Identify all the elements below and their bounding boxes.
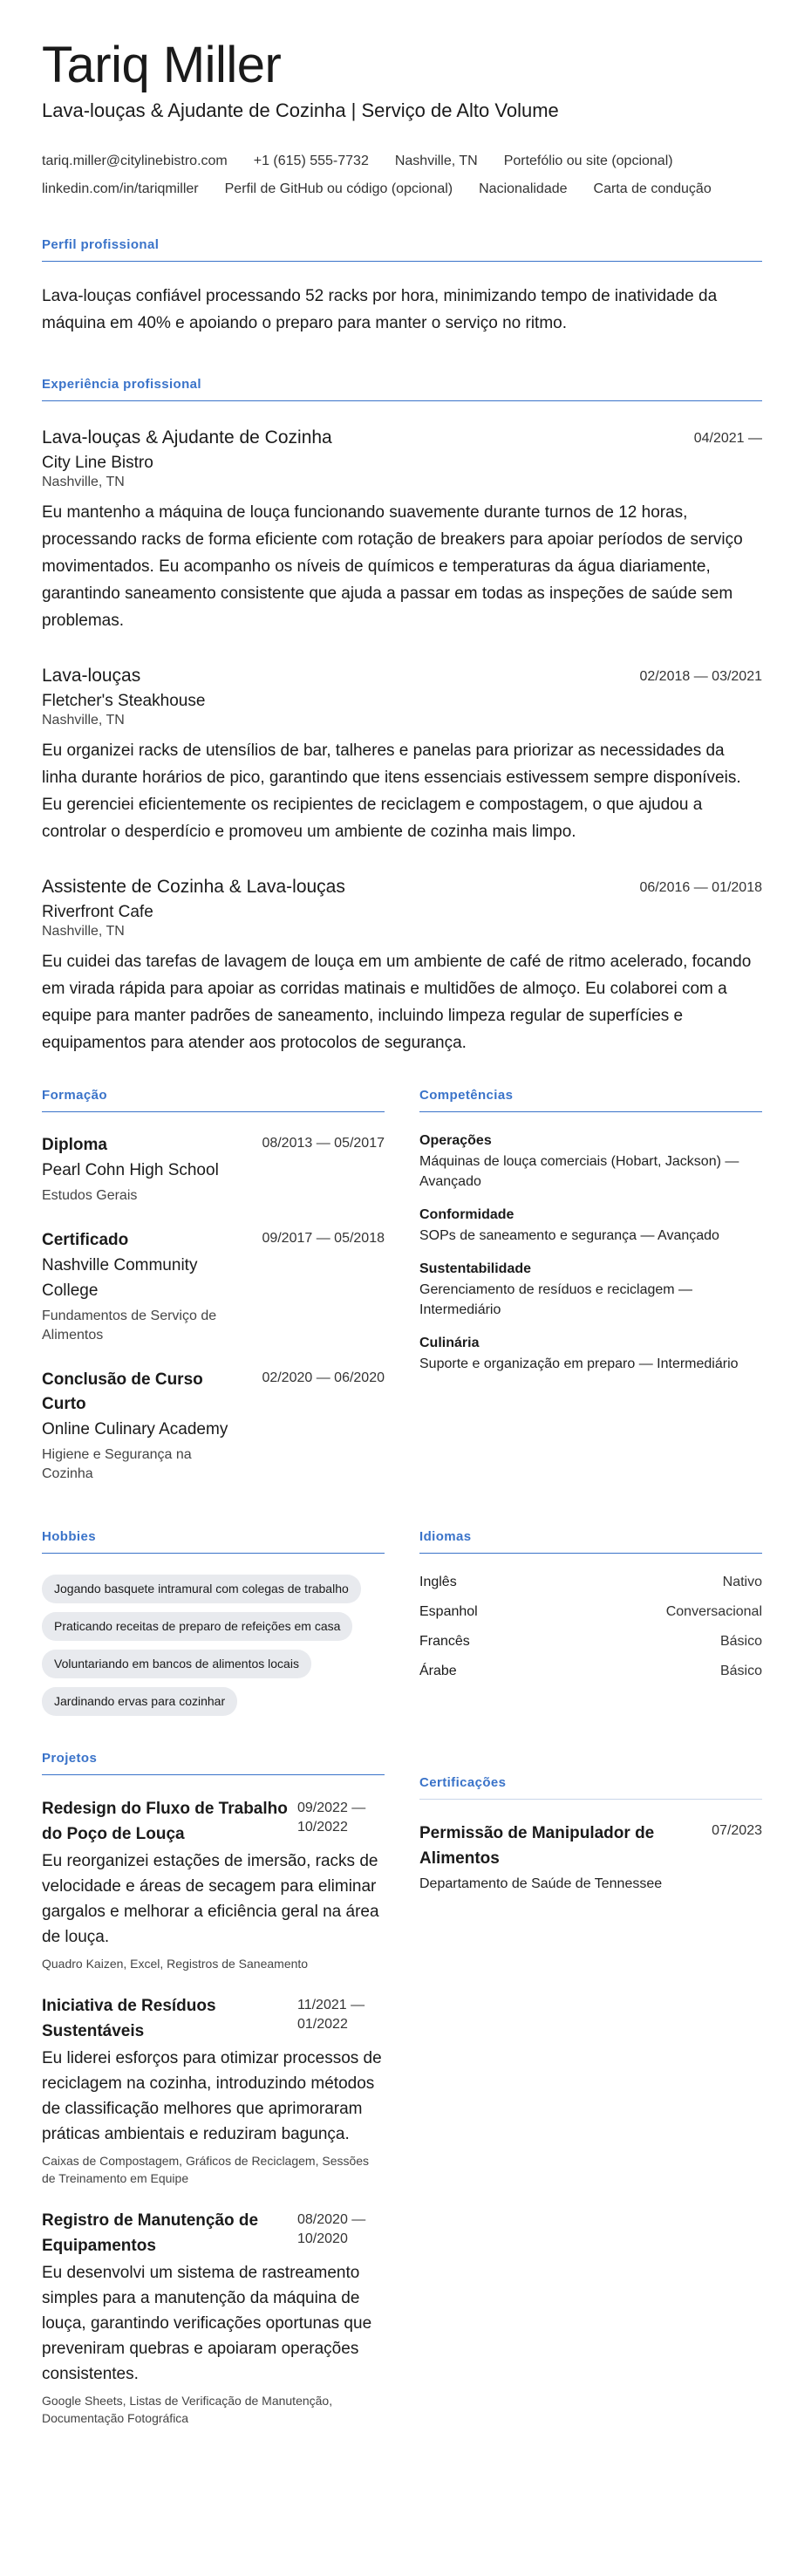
project-entry <box>42 2208 385 2427</box>
lower-right-column <box>419 1529 762 2448</box>
skill-group <box>419 1207 762 1246</box>
hobbies-title: Hobbies <box>42 1529 385 1554</box>
education-field: Fundamentos de Serviço de Alimentos <box>42 1308 217 1343</box>
education-degree: Certificado <box>42 1231 129 1249</box>
skill-group <box>419 1133 762 1192</box>
contact-github[interactable]: Perfil de GitHub ou código (opcional) <box>224 181 453 196</box>
education-field: Estudos Gerais <box>42 1188 138 1203</box>
language-row <box>419 1634 762 1650</box>
project-tools: Quadro Kaizen, Excel, Registros de Saneamento <box>42 1957 309 1971</box>
languages-section <box>419 1529 762 1679</box>
contact-email[interactable]: tariq.miller@citylinebistro.com <box>42 154 228 168</box>
hobby-list <box>42 1575 385 1716</box>
language-level: Nativo <box>722 1575 762 1589</box>
certification-issuer: Departamento de Saúde de Tennessee <box>419 1876 663 1891</box>
skill-items: SOPs de saneamento e segurança — Avançado <box>419 1228 719 1243</box>
language-name: Espanhol <box>419 1604 478 1619</box>
job-location: Nashville, TN <box>42 713 125 728</box>
project-dates: 08/2020 — 10/2020 <box>297 2212 366 2246</box>
education-school: Pearl Cohn High School <box>42 1161 219 1179</box>
skill-category: Culinária <box>419 1336 480 1350</box>
job-location: Nashville, TN <box>42 924 125 939</box>
language-row <box>419 1575 762 1590</box>
project-entry <box>42 1993 385 2187</box>
project-description: Eu desenvolvi um sistema de rastreamento simples para a manutenção da máquina de louça, garantindo verificações oportunas que preveniram quebras e apoiaram operações consistentes. <box>42 2264 372 2383</box>
project-entry <box>42 1796 385 1972</box>
education-section <box>42 1088 385 1507</box>
job-entry <box>42 427 762 634</box>
summary-title: Perfil profissional <box>42 237 762 262</box>
job-description: Eu organizei racks de utensílios de bar, talheres e panelas para priorizar as necessidades da linha durante horários de pico, garantindo que itens essenciais estivessem sempre disponíveis. Eu gerenciei eficientemente os recipientes de reciclagem e compostagem, o que ajudou a controlar o desperdício e promoveu um ambiente de cozinha mais limpo. <box>42 741 741 841</box>
projects-title: Projetos <box>42 1751 385 1775</box>
project-dates: 11/2021 — 01/2022 <box>297 1998 365 2032</box>
skill-group <box>419 1261 762 1320</box>
experience-section <box>42 377 762 1056</box>
hobby-chip: Jardinando ervas para cozinhar <box>42 1687 237 1716</box>
job-location: Nashville, TN <box>42 475 125 489</box>
summary-section <box>42 237 762 337</box>
resume-header <box>42 35 762 197</box>
hobbies-section <box>42 1529 385 1716</box>
experience-title: Experiência profissional <box>42 377 762 401</box>
job-description: Eu cuidei das tarefas de lavagem de louça em um ambiente de café de ritmo acelerado, focando em virada rápida para apoiar as corridas matinais e multidões de almoço. Eu colaborei com a equipe para manter padrões de saneamento, incluindo limpeza regular de superfícies e equipamentos para atender aos protocolos de segurança. <box>42 953 752 1052</box>
skills-section <box>419 1088 762 1507</box>
language-name: Árabe <box>419 1664 457 1678</box>
language-name: Francês <box>419 1634 470 1649</box>
education-degree: Diploma <box>42 1136 107 1154</box>
lower-row <box>42 1529 762 2448</box>
job-dates: 06/2016 — 01/2018 <box>639 880 762 895</box>
job-company: Riverfront Cafe <box>42 903 153 921</box>
education-school: Online Culinary Academy <box>42 1420 228 1438</box>
contact-nationality: Nacionalidade <box>479 181 568 196</box>
project-dates: 09/2022 — 10/2022 <box>297 1800 366 1835</box>
education-school: Nashville Community College <box>42 1256 198 1300</box>
contact-driving-license: Carta de condução <box>593 181 712 196</box>
project-description: Eu liderei esforços para otimizar processos de reciclagem na cozinha, introduzindo métodos de classificação melhores que aprimoraram práticas ambientais e reduziram bagunça. <box>42 2049 382 2143</box>
skill-items: Gerenciamento de resíduos e reciclagem — Intermediário <box>419 1282 693 1317</box>
education-skills-row <box>42 1088 762 1507</box>
skill-group <box>419 1336 762 1374</box>
language-level: Básico <box>719 1634 762 1649</box>
job-description: Eu mantenho a máquina de louça funcionando suavemente durante turnos de 12 horas, processando racks de forma eficiente com rotação de breakers para apoiar períodos de serviço movimentados. Eu acompanho os níveis de químicos e temperaturas da água diariamente, garantindo saneamento consistente que ajuda a passar em todas as inspeções de saúde sem problemas. <box>42 503 743 630</box>
job-title: Lava-louças & Ajudante de Cozinha <box>42 427 332 448</box>
skills-title: Competências <box>419 1088 762 1112</box>
language-row <box>419 1604 762 1620</box>
project-title: Registro de Manutenção de Equipamentos <box>42 2211 259 2255</box>
lower-left-column <box>42 1529 385 2448</box>
projects-section <box>42 1751 385 2427</box>
job-dates: 04/2021 — <box>693 431 762 446</box>
skill-category: Conformidade <box>419 1207 514 1222</box>
contact-linkedin[interactable]: linkedin.com/in/tariqmiller <box>42 181 199 196</box>
language-row <box>419 1664 762 1679</box>
certification-entry <box>419 1821 762 1892</box>
certification-name: Permissão de Manipulador de Alimentos <box>419 1824 655 1868</box>
hobby-chip: Jogando basquete intramural com colegas de trabalho <box>42 1575 361 1603</box>
project-title: Iniciativa de Resíduos Sustentáveis <box>42 1997 216 2040</box>
certification-date: 07/2023 <box>712 1823 762 1838</box>
language-name: Inglês <box>419 1575 457 1589</box>
contact-list <box>42 154 762 197</box>
education-entry <box>42 1133 385 1206</box>
job-title: Lava-louças <box>42 666 141 686</box>
certifications-title: Certificações <box>419 1775 762 1800</box>
education-dates: 09/2017 — 05/2018 <box>262 1231 385 1246</box>
languages-title: Idiomas <box>419 1529 762 1554</box>
candidate-headline: Lava-louças & Ajudante de Cozinha | Serviço de Alto Volume <box>42 99 559 121</box>
contact-portfolio[interactable]: Portefólio ou site (opcional) <box>503 154 673 168</box>
hobby-chip: Voluntariando em bancos de alimentos locais <box>42 1650 311 1678</box>
job-company: Fletcher's Steakhouse <box>42 692 206 710</box>
education-title: Formação <box>42 1088 385 1112</box>
job-entry <box>42 666 762 845</box>
skill-items: Suporte e organização em preparo — Intermediário <box>419 1356 739 1371</box>
candidate-name: Tariq Miller <box>42 37 282 93</box>
certifications-section <box>419 1775 762 1892</box>
education-entry <box>42 1228 385 1345</box>
contact-location: Nashville, TN <box>394 154 478 168</box>
contact-phone[interactable]: +1 (615) 555-7732 <box>253 154 369 168</box>
project-tools: Caixas de Compostagem, Gráficos de Reciclagem, Sessões de Treinamento em Equipe <box>42 2154 370 2185</box>
job-company: City Line Bistro <box>42 454 153 472</box>
project-description: Eu reorganizei estações de imersão, racks de velocidade e áreas de secagem para eliminar gargalos e melhorar a eficiência geral na área de louça. <box>42 1852 379 1946</box>
education-field: Higiene e Segurança na Cozinha <box>42 1447 192 1481</box>
project-title: Redesign do Fluxo de Trabalho do Poço de Louça <box>42 1800 288 1843</box>
education-entry <box>42 1368 385 1484</box>
project-tools: Google Sheets, Listas de Verificação de Manutenção, Documentação Fotográfica <box>42 2394 333 2425</box>
education-dates: 08/2013 — 05/2017 <box>262 1136 385 1151</box>
job-entry <box>42 877 762 1056</box>
language-level: Conversacional <box>665 1604 762 1619</box>
skill-items: Máquinas de louça comerciais (Hobart, Jackson) — Avançado <box>419 1154 739 1189</box>
skill-category: Operações <box>419 1133 492 1148</box>
job-dates: 02/2018 — 03/2021 <box>639 669 762 684</box>
skill-category: Sustentabilidade <box>419 1261 532 1276</box>
language-level: Básico <box>719 1664 762 1678</box>
hobby-chip: Praticando receitas de preparo de refeições em casa <box>42 1612 352 1641</box>
job-title: Assistente de Cozinha & Lava-louças <box>42 877 345 897</box>
education-degree: Conclusão de Curso Curto <box>42 1370 203 1413</box>
summary-text: Lava-louças confiável processando 52 racks por hora, minimizando tempo de inatividade da máquina em 40% e apoiando o preparo para manter o serviço no ritmo. <box>42 287 718 332</box>
education-dates: 02/2020 — 06/2020 <box>262 1370 385 1385</box>
